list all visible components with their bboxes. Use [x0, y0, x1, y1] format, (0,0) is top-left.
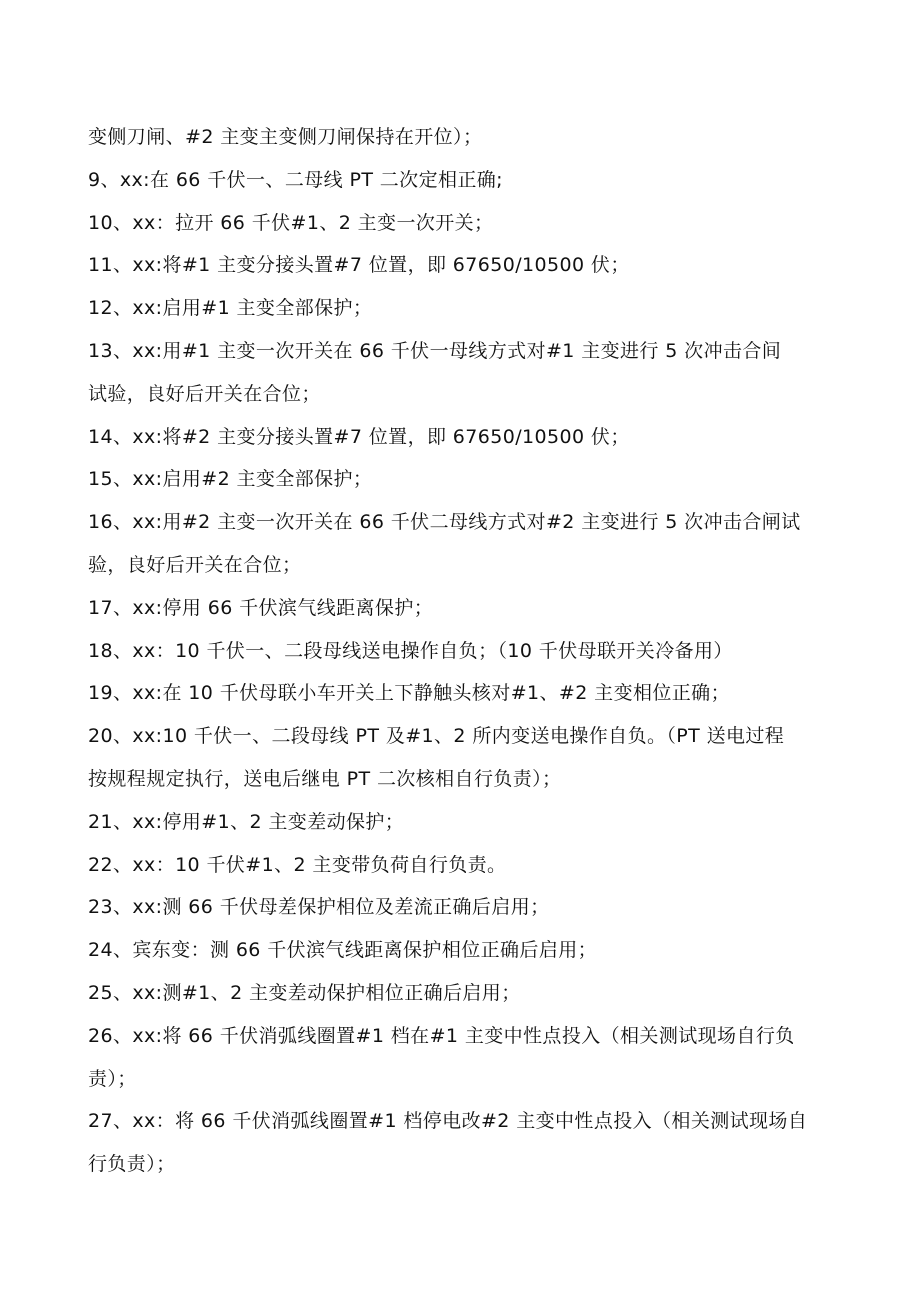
text-line: 24、宾东变：测 66 千伏滨气线距离保护相位正确后启用；: [88, 939, 598, 962]
text-line: 19、xx:在 10 千伏母联小车开关上下静触头核对#1、#2 主变相位正确；: [88, 682, 730, 705]
text-line: 25、xx:测#1、2 主变差动保护相位正确后启用；: [88, 981, 521, 1004]
text-line: 14、xx:将#2 主变分接头置#7 位置，即 67650/10500 伏；: [88, 425, 630, 448]
text-line: 责）；: [88, 1067, 137, 1090]
text-line: 13、xx:用#1 主变一次开关在 66 千伏一母线方式对#1 主变进行 5 次冲击合间: [88, 339, 782, 362]
text-line: 21、xx:停用#1、2 主变差动保护；: [88, 810, 405, 833]
text-line: 9、xx:在 66 千伏一、二母线 PT 二次定相正确;: [88, 168, 503, 191]
text-line: 26、xx:将 66 千伏消弧线圈置#1 档在#1 主变中性点投入（相关测试现场自行负: [88, 1024, 795, 1047]
text-line: 11、xx:将#1 主变分接头置#7 位置，即 67650/10500 伏；: [88, 254, 630, 277]
text-line: 22、xx：10 千伏#1、2 主变带负荷自行负责。: [88, 853, 507, 876]
text-line: 10、xx：拉开 66 千伏#1、2 主变一次开关；: [88, 211, 494, 234]
text-line: 18、xx：10 千伏一、二段母线送电操作自负；（10 千伏母联开关冷备用）: [88, 639, 733, 662]
text-line: 27、xx：将 66 千伏消弧线圈置#1 档停电改#2 主变中性点投入（相关测试现场自: [88, 1110, 808, 1133]
text-line: 变侧刀闸、#2 主变主变侧刀闸保持在开位）；: [88, 126, 483, 148]
text-line: 15、xx:启用#2 主变全部保护；: [88, 468, 373, 491]
text-line: 20、xx:10 千伏一、二段母线 PT 及#1、2 所内变送电操作自负。（PT 送电过程: [88, 725, 785, 748]
text-line: 行负责）；: [88, 1153, 176, 1176]
text-line: 12、xx:启用#1 主变全部保护；: [88, 297, 373, 320]
text-line: 17、xx:停用 66 千伏滨气线距离保护；: [88, 596, 434, 619]
text-line: 验，良好后开关在合位；: [88, 553, 302, 576]
text-line: 16、xx:用#2 主变一次开关在 66 千伏二母线方式对#2 主变进行 5 次冲击合闸试: [88, 511, 801, 534]
text-line: 试验，良好后开关在合位；: [88, 382, 321, 405]
text-line: 按规程规定执行，送电后继电 PT 二次核相自行负责）；: [88, 767, 562, 790]
document-body: [88, 116, 838, 1186]
text-line: 23、xx:测 66 千伏母差保护相位及差流正确后启用；: [88, 896, 550, 919]
